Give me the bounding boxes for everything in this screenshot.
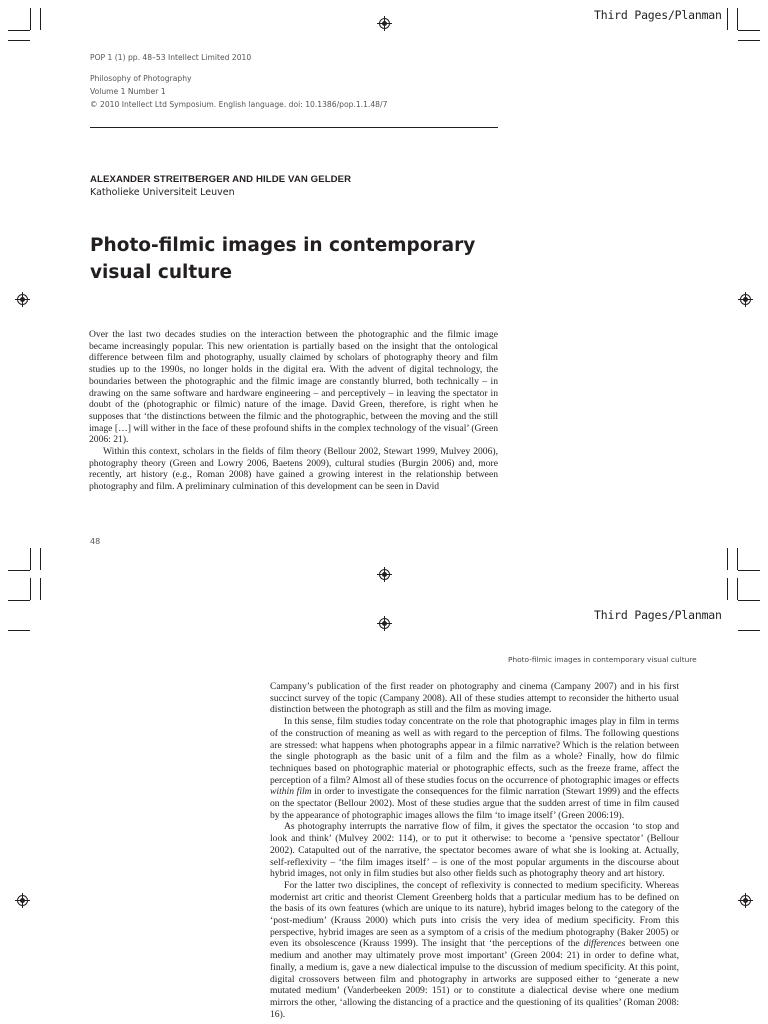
crop-mark <box>8 40 30 41</box>
crop-mark <box>727 578 728 600</box>
page-number: 48 <box>90 537 101 546</box>
crop-mark <box>30 548 31 570</box>
registration-mark-icon <box>379 618 390 629</box>
crop-mark <box>40 8 41 30</box>
crop-mark <box>737 578 738 600</box>
emphasis: within film <box>270 786 312 798</box>
text-run: between one medium and another may ultimately prove most important’ (Green 2004: 21) in order to define what, finally, a medium is, gave a new dialectical impulse to the discussion of medium specificity. At this point, digital crossovers between film and photography in artworks are supposed either to ‘generate a new mutated medium’ (Vanderbeeken 2009: 151) or to constitute a dialectical devise where one medium mirrors the other, ‘allowing the distancing of a practice and the questioning of its qualities’ (Roman 2008: 16). <box>270 938 679 1020</box>
divider <box>90 127 498 128</box>
paragraph: Over the last two decades studies on the interaction between the photographic and the filmic image became increasingly popular. This new orientation is partially based on the insight that the ontological difference between film and photography, usually claimed by scholars of photography theory and film studies up to the 1990s, no longer holds in the digital era. With the advent of digital technology, the boundaries between the photographic and the filmic image are constantly blurred, both technically – in drawing on the same software and hardware engineering – and perceptively – in leaving the spectator in doubt of the (photographic or filmic) nature of the image. David Green, therefore, is right when he supposes that ‘the distinctions between the filmic and the photographic, between the moving and the still image […] will wither in the face of these profound shifts in the complex technology of the visual’ (Green 2006: 21). <box>89 329 498 446</box>
crop-mark <box>738 600 760 601</box>
paragraph: Within this context, scholars in the fields of film theory (Bellour 2002, Stewart 1999, Mulvey 2006), photography theory (Green and Lowry 2006, Baetens 2009), cultural studies (Burgin 2006) and, more recently, art history (e.g., Roman 2008) have gained a growing interest in the relationship between photography and film. A preliminary culmination of this development can be seen in David <box>89 446 498 493</box>
crop-mark <box>737 8 738 30</box>
crop-mark <box>40 548 41 570</box>
article-body <box>270 681 679 1020</box>
text-run: In this sense, film studies today concentrate on the role that photographic images play in film in terms of the construction of meaning as well as with regard to the perception of films. The following questions are stressed: what happens when photographs appear in a filmic narrative? Which is the relation between the single photograph as the basic unit of a film and the film as a whole? Finally, how do filmic techniques based on photographic material or photographic effects, such as the freeze frame, affect the perception of a film? Almost all of these studies focus on the occurrence of photographic images or effects <box>270 716 679 786</box>
authors: ALEXANDER STREITBERGER AND HILDE VAN GELDER <box>90 174 352 185</box>
crop-mark <box>737 548 738 570</box>
paragraph: Campany’s publication of the first reader on photography and cinema (Campany 2007) and in his first succinct survey of the topic (Campany 2008). All of these studies attempt to reconsider the hitherto usual distinction between the photograph as still and the film as moving image. <box>270 681 679 716</box>
registration-mark-icon <box>379 18 390 29</box>
paragraph <box>270 880 679 1020</box>
crop-mark <box>8 30 30 31</box>
slug-line: Third Pages/Planman <box>594 608 722 622</box>
paragraph <box>270 716 679 821</box>
journal-title: Philosophy of Photography <box>90 74 192 83</box>
crop-mark <box>738 570 760 571</box>
citation: POP 1 (1) pp. 48–53 Intellect Limited 2010 <box>90 53 252 62</box>
article-title <box>90 232 510 286</box>
running-head: Photo-filmic images in contemporary visual culture <box>508 655 697 664</box>
title-line: Photo-filmic images in contemporary <box>90 235 476 256</box>
journal-meta <box>90 51 387 111</box>
title-line: visual culture <box>90 262 233 283</box>
crop-mark <box>30 578 31 600</box>
affiliation: Katholieke Universiteit Leuven <box>90 187 235 198</box>
slug-line: Third Pages/Planman <box>594 8 722 22</box>
registration-mark-icon <box>17 294 28 305</box>
paragraph: As photography interrupts the narrative flow of film, it gives the spectator the occasion ‘to stop and look and think’ (Mulvey 2002: 114), or to put it otherwise: to become a ‘pensive spectator’ (Bellour 2002). Catapulted out of the narrative, the spectator becomes aware of what she is looking at. Actually, self-reflexivity – ‘the film images itself’ – is one of the most popular arguments in the discourse about hybrid images, not only in film studies but also other fields such as photography theory and art history. <box>270 821 679 880</box>
crop-mark <box>738 30 760 31</box>
text-run: in order to investigate the consequences for the filmic narration (Stewart 1999) and the effects on the spectator (Bellour 2002). Most of these studies argue that the sudden arrest of time in film caused by the appearance of photographic images allows the film ‘to image itself’ (Green 2006:19). <box>270 786 679 821</box>
text-run: For the latter two disciplines, the concept of reflexivity is connected to medium specificity. Whereas modernist art critic and theorist Clement Greenberg holds that a particular medium has to be defined on the basis of its own features (which are unique to its nature), hybrid images belong to the category of the ‘post-medium’ (Krauss 2000) which puts into crisis the very idea of medium specificity. From this perspective, hybrid images are seen as a symptom of a crisis of the medium photography (Baker 2005) or even its obsolescence (Krauss 1999). The insight that ‘the perceptions of the <box>270 879 679 950</box>
emphasis: differences <box>583 938 626 950</box>
crop-mark <box>8 600 30 601</box>
registration-mark-icon <box>740 294 751 305</box>
crop-mark <box>738 40 760 41</box>
volume: Volume 1 Number 1 <box>90 87 166 96</box>
crop-mark <box>8 570 30 571</box>
registration-mark-icon <box>740 895 751 906</box>
registration-mark-icon <box>379 569 390 580</box>
crop-mark <box>738 630 760 631</box>
crop-mark <box>30 8 31 30</box>
abstract-body <box>89 329 498 493</box>
copyright: © 2010 Intellect Ltd Symposium. English language. doi: 10.1386/pop.1.1.48/7 <box>90 100 388 109</box>
crop-mark <box>40 578 41 600</box>
registration-mark-icon <box>17 895 28 906</box>
crop-mark <box>727 548 728 570</box>
crop-mark <box>8 630 30 631</box>
crop-mark <box>727 8 728 30</box>
